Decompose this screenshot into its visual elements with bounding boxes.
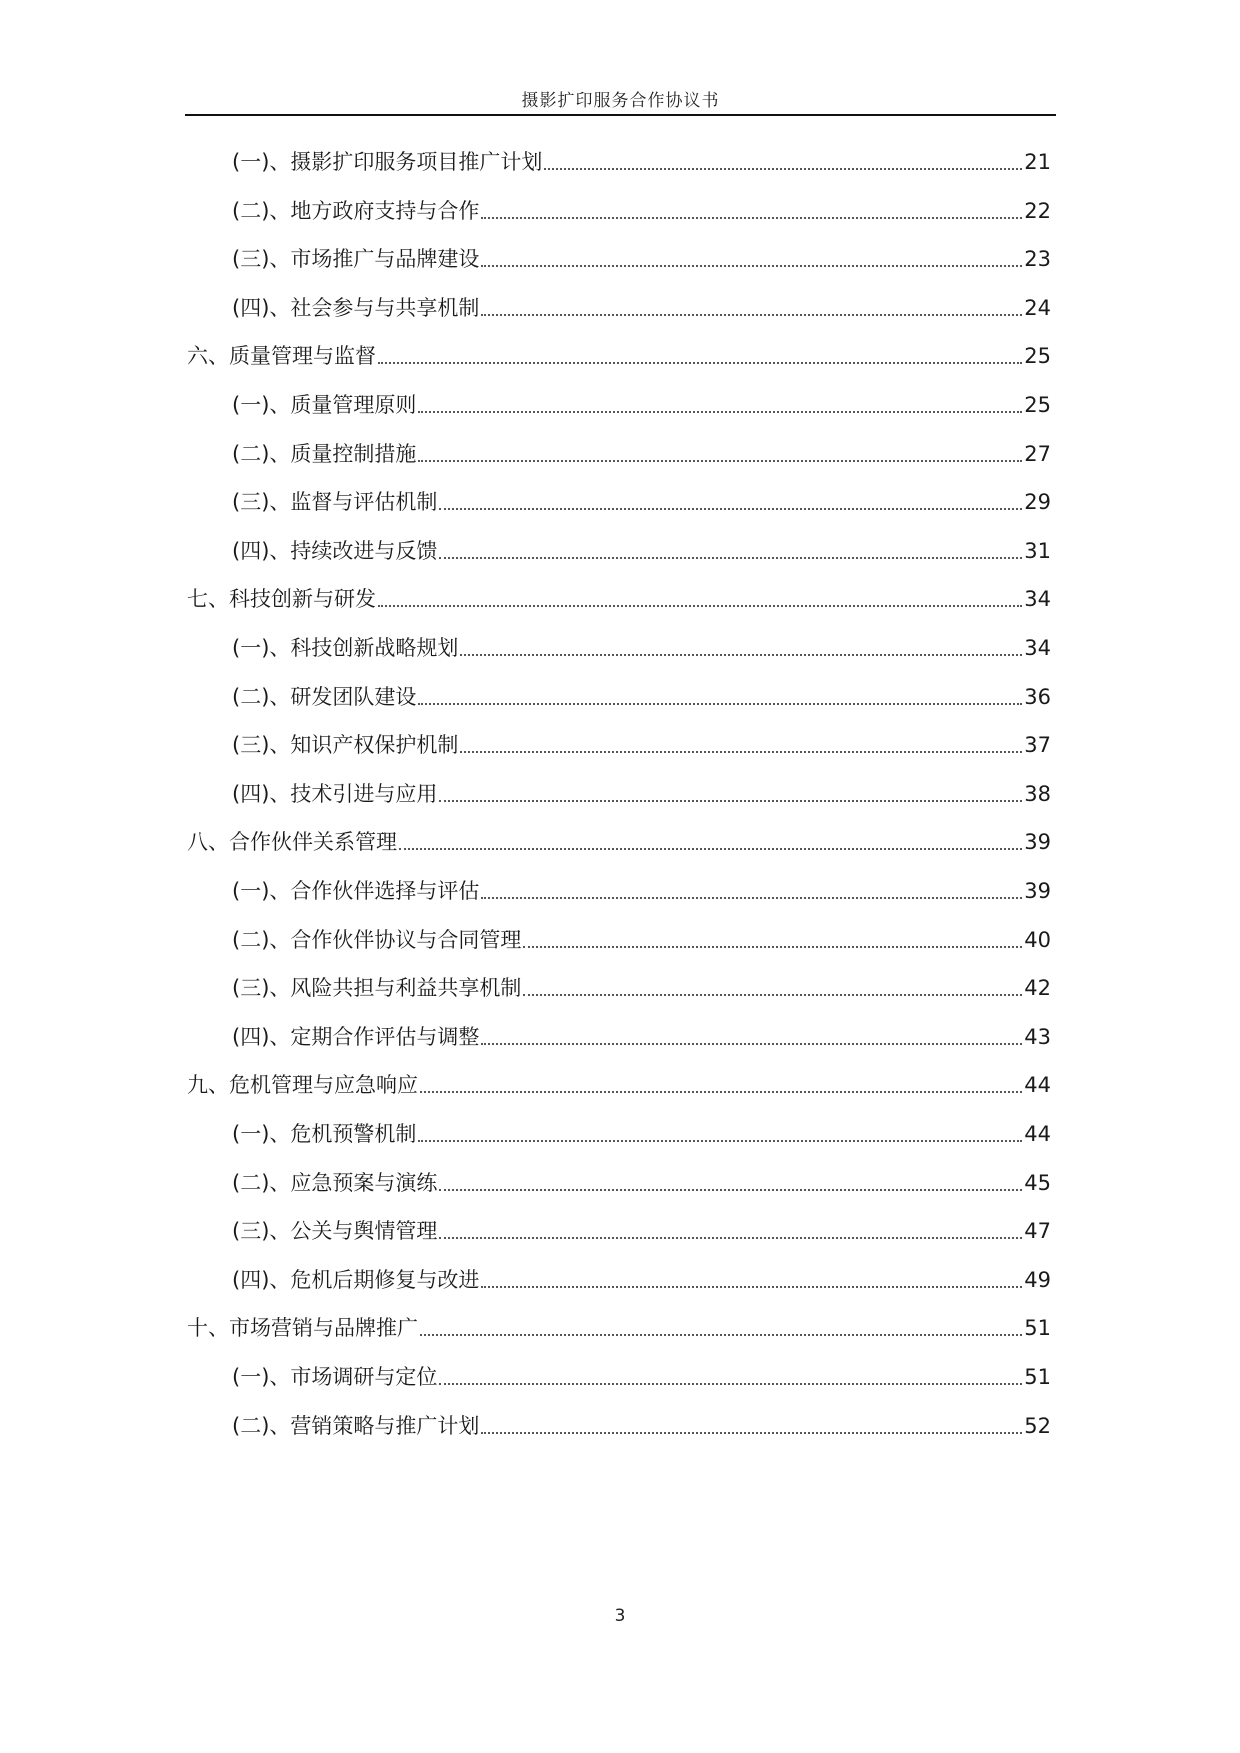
toc-entry[interactable] [232,730,1051,760]
toc-entry[interactable] [232,1168,1051,1198]
toc-entry-page: 37 [1024,733,1051,758]
dot-leader [420,1334,1022,1336]
dot-leader [481,1286,1022,1288]
toc-entry-title: (二)、地方政府支持与合作 [232,198,480,223]
toc-entry-title: (一)、质量管理原则 [232,393,417,417]
dot-leader [439,557,1022,559]
toc-entry-page: 34 [1024,587,1051,612]
toc-entry[interactable] [232,536,1051,566]
header-rule [185,114,1056,116]
toc-entry[interactable] [232,682,1051,712]
dot-leader [439,1237,1022,1239]
toc-entry-title: 七、科技创新与研发 [187,587,376,612]
toc-entry-page: 45 [1024,1170,1051,1195]
toc-entry[interactable] [232,487,1051,517]
toc-entry[interactable] [232,1119,1051,1149]
toc-entry-page: 51 [1024,1365,1051,1389]
dot-leader [378,605,1022,607]
toc-chapter[interactable] [187,1313,1051,1343]
toc-entry-page: 23 [1024,247,1051,272]
dot-leader [399,848,1022,850]
toc-entry[interactable] [232,147,1051,177]
toc-entry-title: (三)、知识产权保护机制 [232,733,459,758]
toc-entry-title: (二)、营销策略与推广计划 [232,1413,480,1438]
toc-entry-page: 49 [1024,1267,1051,1292]
toc-entry-page: 39 [1024,879,1051,903]
toc-entry-page: 36 [1024,684,1051,709]
toc-entry-page: 39 [1024,830,1051,855]
toc-entry-page: 22 [1024,198,1051,223]
dot-leader [418,703,1022,705]
toc-entry-title: (三)、监督与评估机制 [232,490,438,515]
page-number: 3 [614,1606,626,1626]
dot-leader [481,217,1022,219]
dot-leader [439,1189,1022,1191]
toc-entry-title: 十、市场营销与品牌推广 [187,1316,418,1341]
toc-entry[interactable] [232,196,1051,226]
toc-entry-title: (四)、技术引进与应用 [232,781,438,806]
toc-entry[interactable] [232,244,1051,274]
toc-entry-title: (三)、风险共担与利益共享机制 [232,976,522,1001]
toc-entry-page: 25 [1024,393,1051,417]
toc-entry-page: 31 [1024,538,1051,563]
toc-entry[interactable] [232,779,1051,809]
toc-chapter[interactable] [187,341,1051,371]
toc-entry[interactable] [232,925,1051,955]
toc-entry-title: (二)、合作伙伴协议与合同管理 [232,927,522,952]
dot-leader [481,314,1022,316]
toc-entry-title: 八、合作伙伴关系管理 [187,830,397,855]
toc-entry-page: 51 [1024,1316,1051,1341]
toc-entry-title: (二)、应急预案与演练 [232,1170,438,1195]
toc-entry-title: (一)、合作伙伴选择与评估 [232,879,480,903]
dot-leader [378,362,1022,364]
toc-entry[interactable] [232,1216,1051,1246]
toc-entry[interactable] [232,1362,1051,1392]
dot-leader [420,1091,1022,1093]
toc-entry[interactable] [232,973,1051,1003]
toc-entry-page: 47 [1024,1219,1051,1244]
dot-leader [481,897,1022,899]
toc-entry-page: 43 [1024,1024,1051,1049]
toc-entry-page: 27 [1024,441,1051,466]
toc-entry[interactable] [232,293,1051,323]
toc-entry-page: 34 [1024,636,1051,660]
dot-leader [418,411,1022,413]
toc-entry-page: 40 [1024,927,1051,952]
toc-entry-title: (二)、质量控制措施 [232,441,417,466]
document-header-title: 摄影扩印服务合作协议书 [521,91,720,111]
toc-entry-title: (四)、持续改进与反馈 [232,538,438,563]
toc-entry[interactable] [232,439,1051,469]
toc-entry[interactable] [232,1265,1051,1295]
toc-entry-title: (一)、市场调研与定位 [232,1365,438,1389]
dot-leader [460,654,1022,656]
dot-leader [481,265,1022,267]
toc-entry-page: 21 [1024,150,1051,174]
toc-entry-page: 44 [1024,1122,1051,1146]
toc-entry-title: 九、危机管理与应急响应 [187,1073,418,1098]
toc-entry-page: 52 [1024,1413,1051,1438]
dot-leader [523,946,1022,948]
dot-leader [439,800,1022,802]
toc-entry-title: (三)、市场推广与品牌建设 [232,247,480,272]
toc-entry-title: (一)、科技创新战略规划 [232,636,459,660]
toc-chapter[interactable] [187,1070,1051,1100]
toc-entry-title: (四)、社会参与与共享机制 [232,295,480,320]
dot-leader [418,460,1022,462]
dot-leader [439,508,1022,510]
toc-entry-page: 38 [1024,781,1051,806]
dot-leader [418,1140,1022,1142]
dot-leader [544,168,1022,170]
toc-entry[interactable] [232,633,1051,663]
toc-entry-title: (一)、摄影扩印服务项目推广计划 [232,150,543,174]
toc-chapter[interactable] [187,827,1051,857]
toc-entry[interactable] [232,1411,1051,1441]
toc-entry-title: (三)、公关与舆情管理 [232,1219,438,1244]
toc-entry-title: (四)、定期合作评估与调整 [232,1024,480,1049]
toc-entry-title: (一)、危机预警机制 [232,1122,417,1146]
toc-entry-title: 六、质量管理与监督 [187,344,376,369]
toc-entry-page: 42 [1024,976,1051,1001]
dot-leader [439,1383,1022,1385]
toc-entry-page: 44 [1024,1073,1051,1098]
toc-entry[interactable] [232,876,1051,906]
toc-entry-title: (二)、研发团队建设 [232,684,417,709]
toc-entry-page: 29 [1024,490,1051,515]
dot-leader [481,1432,1022,1434]
dot-leader [460,751,1022,753]
toc-entry[interactable] [232,1022,1051,1052]
toc-entry[interactable] [232,390,1051,420]
toc-chapter[interactable] [187,584,1051,614]
toc-entry-page: 25 [1024,344,1051,369]
dot-leader [481,1043,1022,1045]
toc-entry-title: (四)、危机后期修复与改进 [232,1267,480,1292]
dot-leader [523,994,1022,996]
toc-entry-page: 24 [1024,295,1051,320]
